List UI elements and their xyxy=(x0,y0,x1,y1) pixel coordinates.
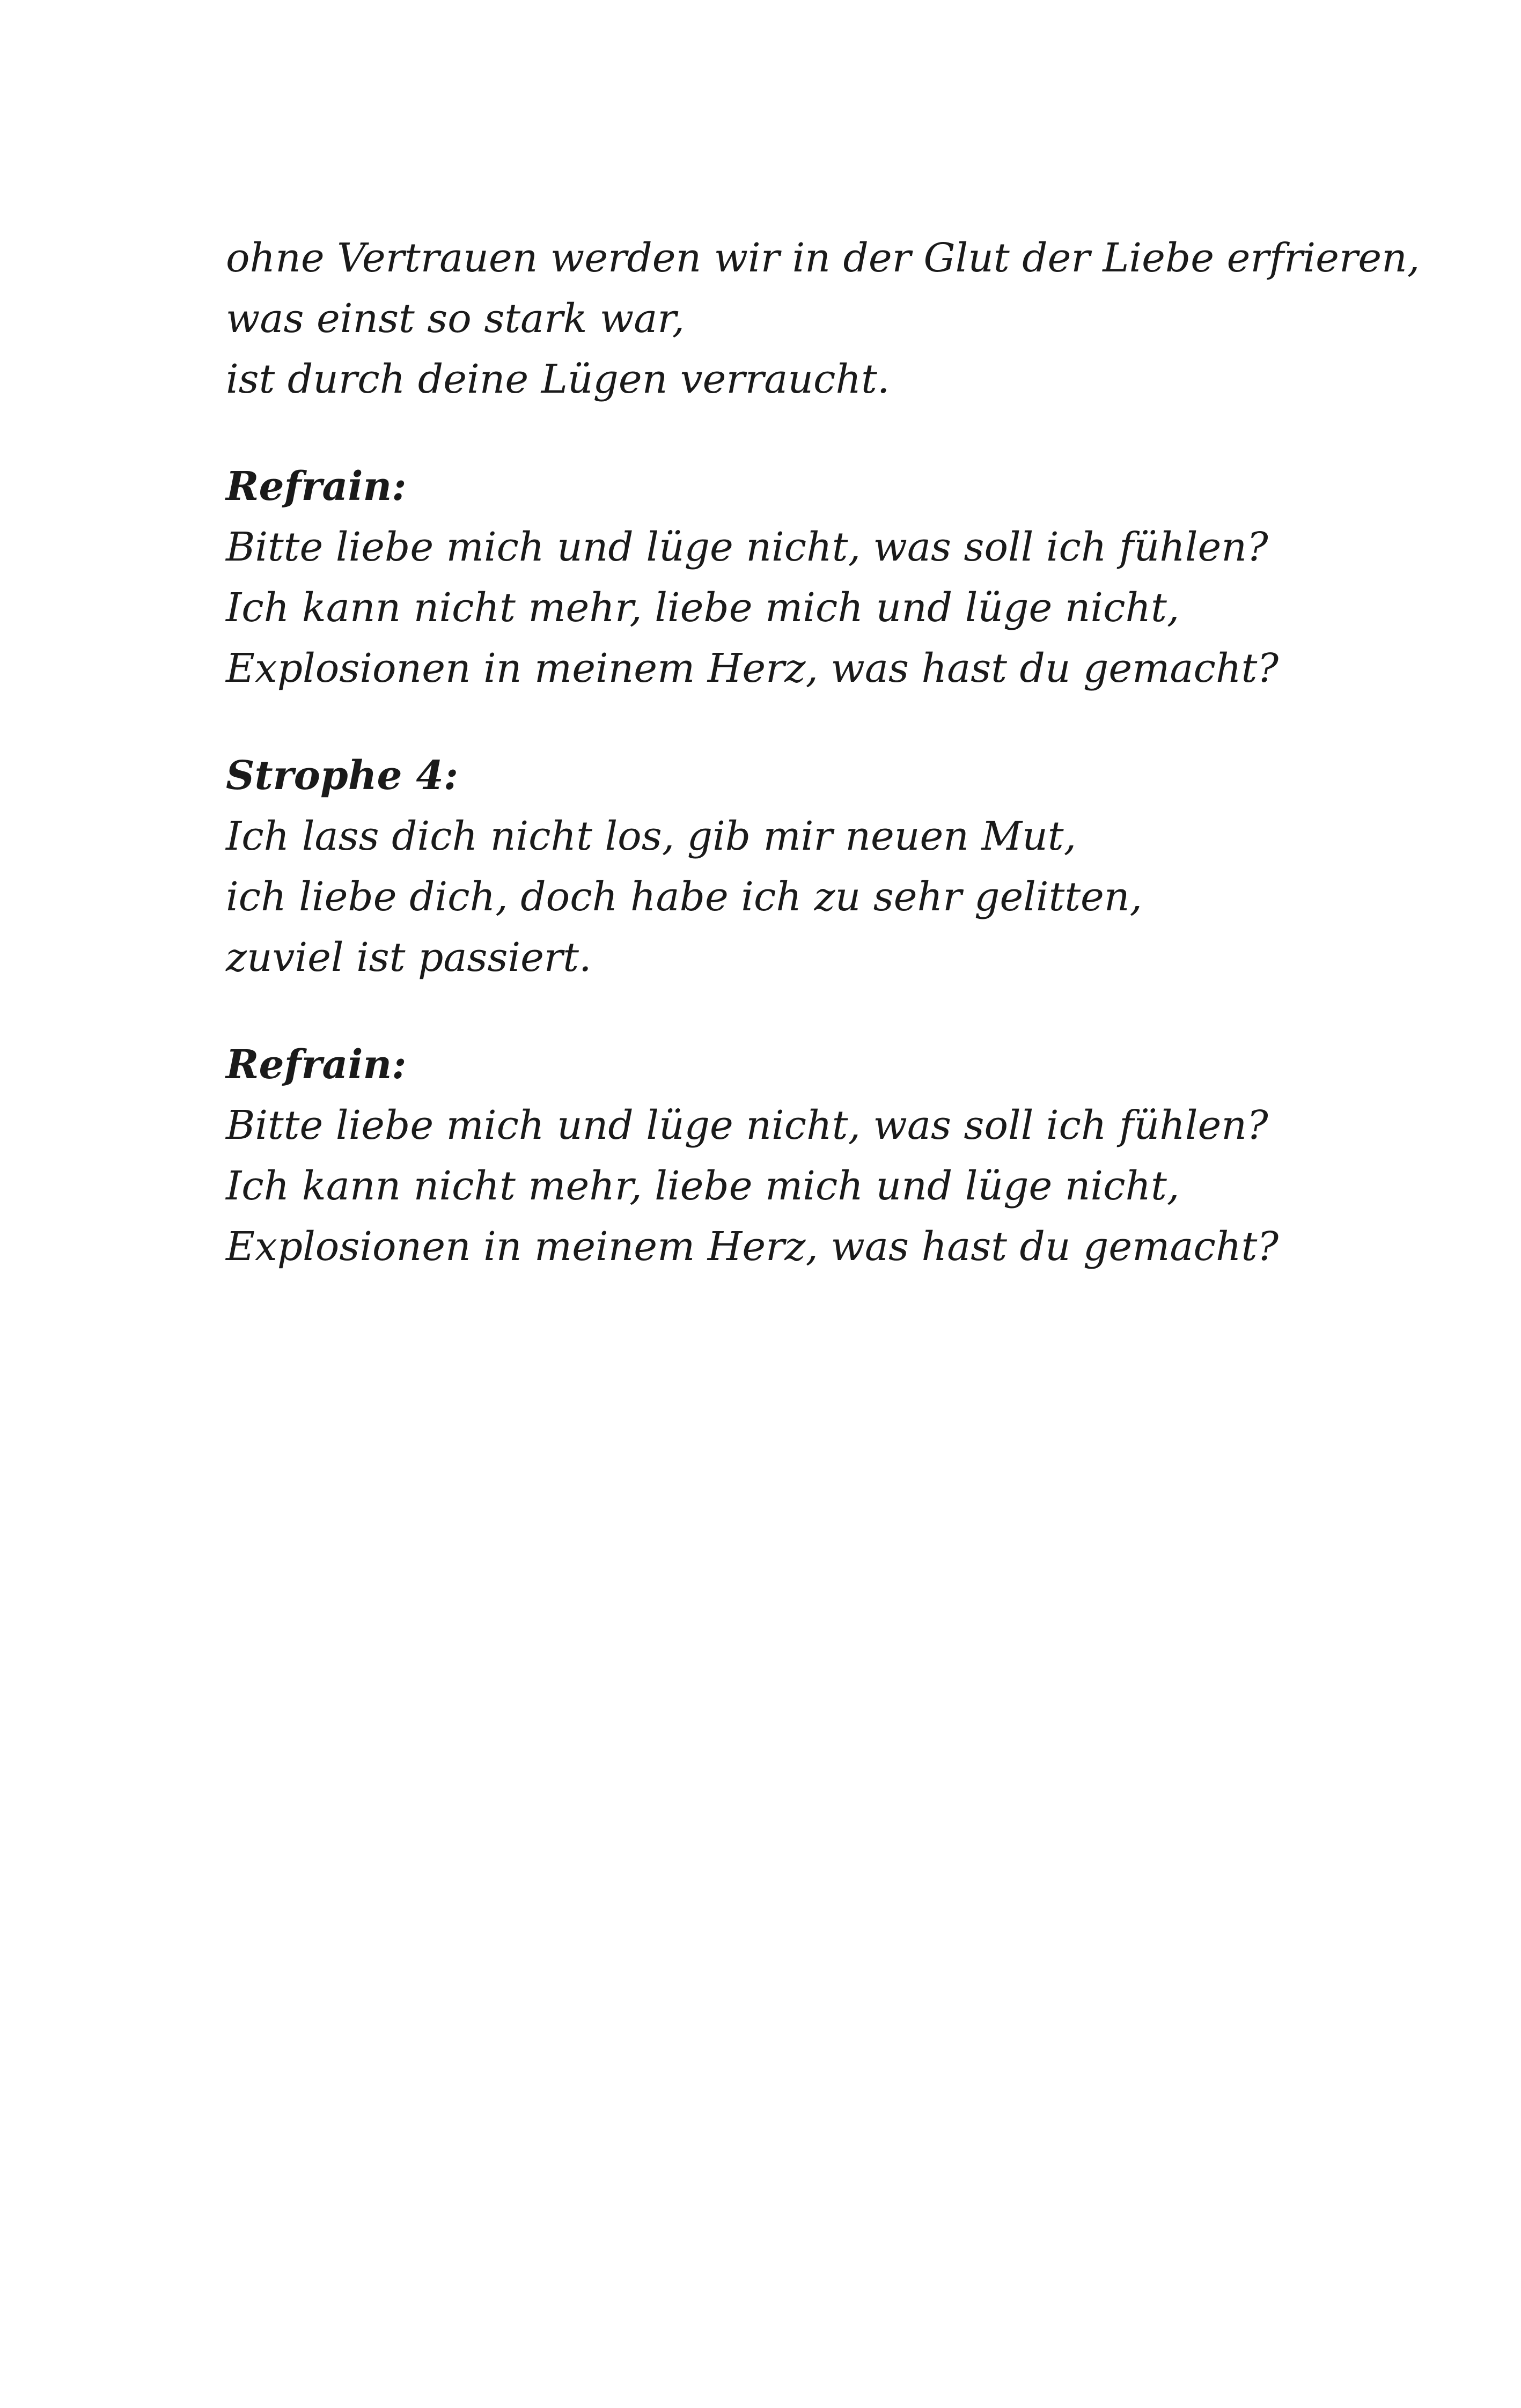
stanza-heading: Refrain: xyxy=(226,463,407,510)
lyrics-text xyxy=(226,228,1420,1277)
stanza-continuation xyxy=(226,228,1420,410)
lyric-line: Bitte liebe mich und lüge nicht, was soll ich fühlen? xyxy=(226,1102,1268,1148)
lyric-line: Explosionen in meinem Herz, was hast du gemacht? xyxy=(226,645,1279,691)
lyric-line: Ich kann nicht mehr, liebe mich und lüge nicht, xyxy=(226,1163,1180,1209)
lyric-line: ohne Vertrauen werden wir in der Glut der Liebe erfrieren, xyxy=(226,235,1420,281)
lyric-line: Ich kann nicht mehr, liebe mich und lüge nicht, xyxy=(226,585,1180,631)
stanza-heading: Refrain: xyxy=(226,1042,407,1088)
lyric-line: ist durch deine Lügen verraucht. xyxy=(226,356,890,402)
lyric-line: was einst so stark war, xyxy=(226,296,685,342)
stanza-refrain xyxy=(226,1035,1353,1277)
lyric-line: ich liebe dich, doch habe ich zu sehr gelitten, xyxy=(226,874,1143,920)
lyric-line: zuviel ist passiert. xyxy=(226,934,592,981)
lyric-line: Explosionen in meinem Herz, was hast du gemacht? xyxy=(226,1224,1279,1270)
lyric-line: Bitte liebe mich und lüge nicht, was soll ich fühlen? xyxy=(226,524,1268,570)
stanza-refrain xyxy=(226,456,1353,699)
stanza-strophe-4 xyxy=(226,746,1353,988)
stanza-heading: Strophe 4: xyxy=(226,753,459,799)
lyric-line: Ich lass dich nicht los, gib mir neuen Mut, xyxy=(226,813,1077,859)
